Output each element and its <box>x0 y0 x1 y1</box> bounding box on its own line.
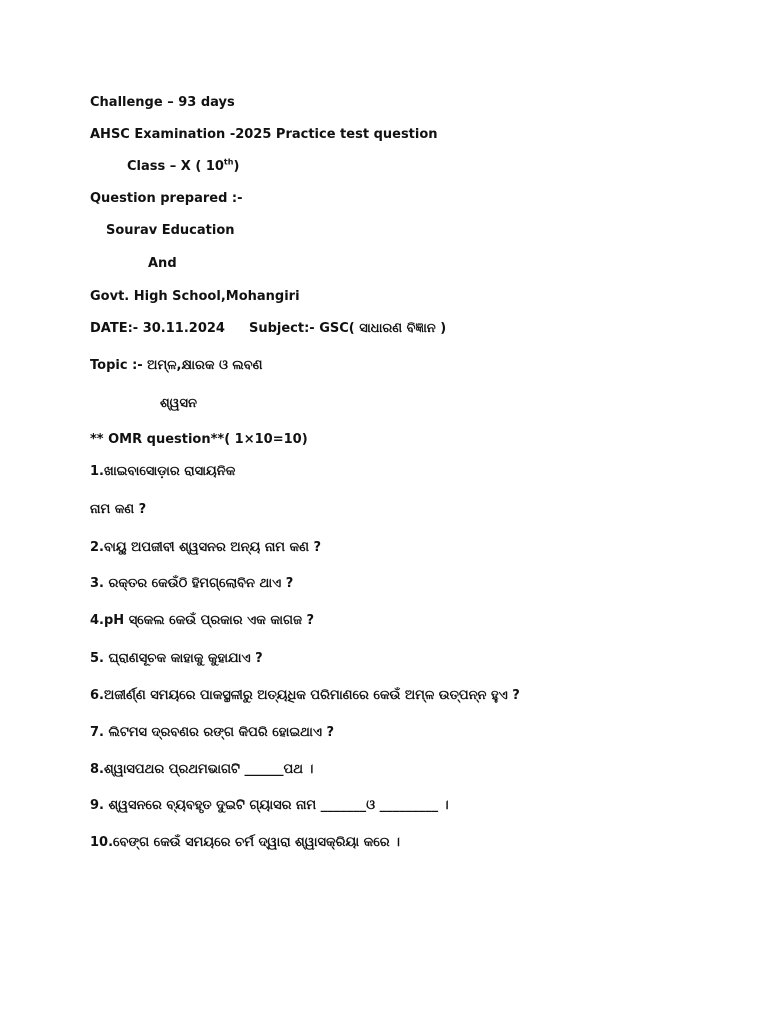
prepared-by-1: Sourav Education <box>106 223 235 238</box>
class-superscript: th <box>223 157 234 167</box>
class-prefix: Class – X ( 10 <box>127 159 224 174</box>
question-1: 1.ଖାଇବାସୋଡ଼ାର ରାସାୟନିକ <box>90 464 236 479</box>
date-text: DATE:- 30.11.2024 <box>90 321 225 336</box>
and-text: And <box>148 256 177 271</box>
question-3: 3. ରକ୍ତର କେଉଁଠି ହିମଗ୍ଲୋବିନ ଥାଏ ? <box>90 576 294 591</box>
question-8: 8.ଶ୍ୱାସପଥର ପ୍ରଥମଭାଗଟି ______ପଥ । <box>90 762 314 777</box>
question-7: 7. ଲିଟମସ ଦ୍ରବଣର ରଙ୍ଗ କିପରି ହୋଇଥାଏ ? <box>90 725 335 740</box>
class-line <box>127 159 239 175</box>
challenge-line: Challenge – 93 days <box>90 95 235 110</box>
question-5: 5. ଘ୍ରାଣସୂଚକ କାହାକୁ କୁହାଯାଏ ? <box>90 651 263 666</box>
question-1-cont: ନାମ କଣ ? <box>90 502 147 517</box>
class-suffix: ) <box>233 159 240 174</box>
question-6: 6.ଅଜୀର୍ଣ୍ଣ ସମୟରେ ପାକସ୍ଥଳୀରୁ ଅତ୍ୟଧିକ ପରିମାଣରେ କେଉଁ ଅମ୍ଳ ଉତ୍ପନ୍ନ ହୁଏ ? <box>90 688 520 703</box>
subject-text: Subject:- GSC( ସାଧାରଣ ବିଜ୍ଞାନ ) <box>248 321 447 336</box>
question-9: 9. ଶ୍ୱସନରେ ବ୍ୟବହୃତ ଦୁଇଟି ଗ୍ୟାସର ନାମ _______ଓ _________ । <box>90 798 449 813</box>
question-10: 10.ବେଙ୍ଗ କେଉଁ ସମୟରେ ଚର୍ମ ଦ୍ୱାରା ଶ୍ୱାସକ୍ରିୟା କରେ । <box>90 835 401 850</box>
topic-line: Topic :- ଅମ୍ଳ,କ୍ଷାରକ ଓ ଲବଣ <box>90 358 263 373</box>
date-subject-line <box>90 321 446 337</box>
exam-title: AHSC Examination -2025 Practice test question <box>90 127 438 142</box>
question-4: 4.pH ସ୍କେଲ କେଉଁ ପ୍ରକାର ଏକ କାଗଜ ? <box>90 613 315 628</box>
topic-line-2: ଶ୍ୱସନ <box>160 396 197 411</box>
prepared-by-2: Govt. High School,Mohangiri <box>90 289 300 304</box>
question-2: 2.ବାୟୁ ଅପଜୀବୀ ଶ୍ୱସନର ଅନ୍ୟ ନାମ କଣ ? <box>90 540 322 555</box>
omr-heading: ** OMR question**( 1×10=10) <box>90 432 308 447</box>
prepared-label: Question prepared :- <box>90 191 243 206</box>
